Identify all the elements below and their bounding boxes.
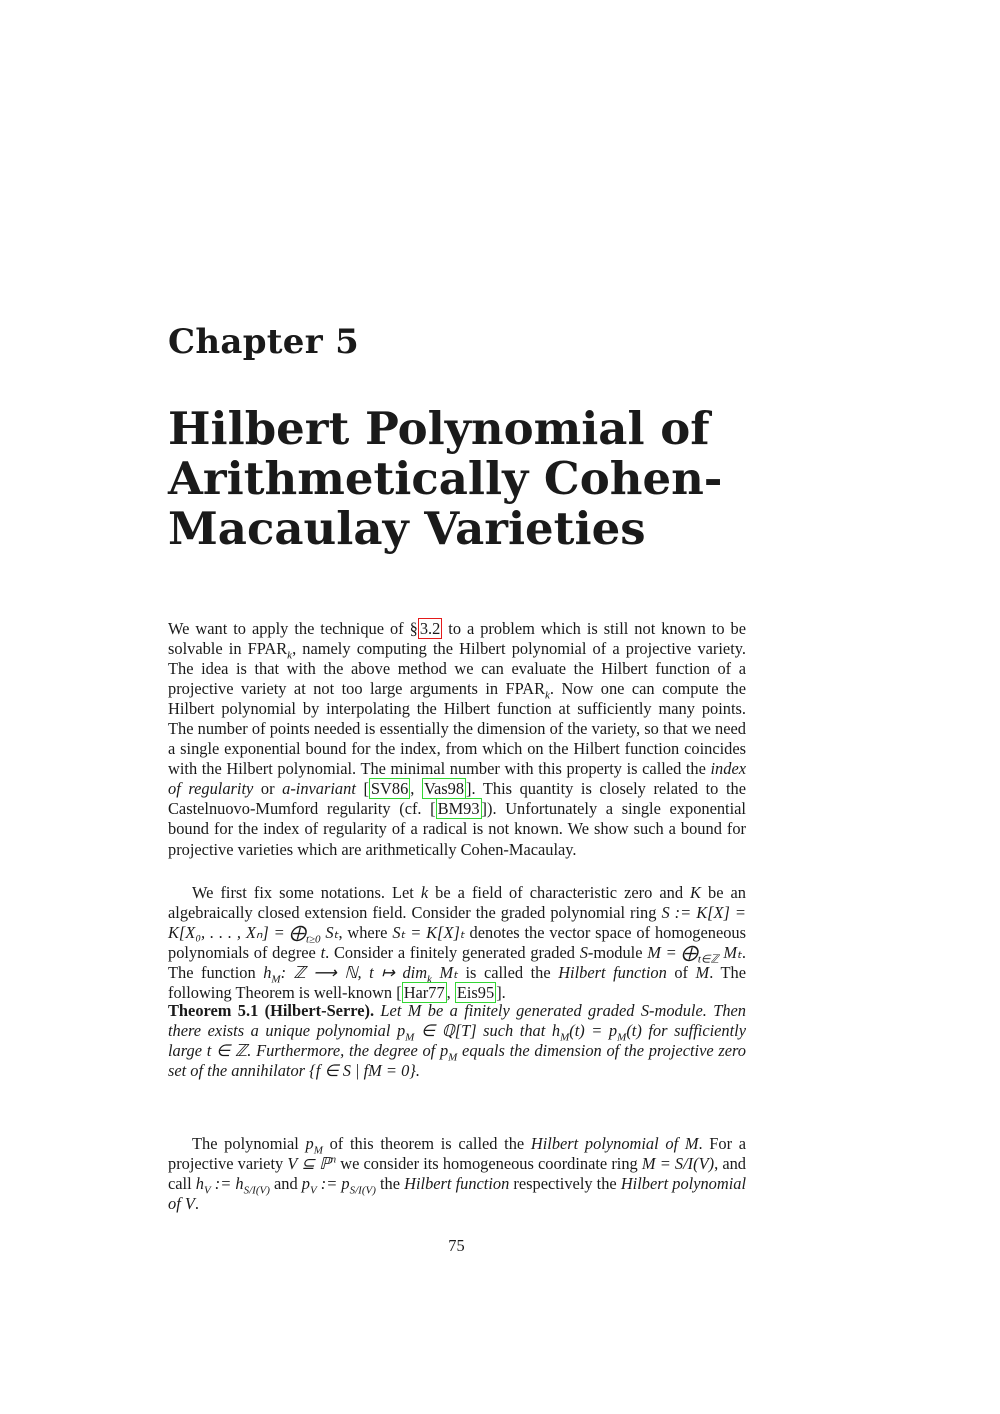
notation-paragraph: We first fix some notations. Let k be a field of characteristic zero and K be an algebraically closed extension field. Consider the graded polynomial ring S := K[X] = K[X₀, . . . , $X_n] = ⨁_{t\ge 0}$ Sₜ, where Sₜ = K[X]ₜ denotes the vector space of homogeneous polynomials of degree t. Consider a finitely generated graded S-module $M = ⨁_{t\in ℤ}$ Mₜ. The function $h_M$: ℤ ⟶ ℕ, t ↦ dim$_k$ Mₜ is called the Hilbert function of M. The following Theorem is well-known [ Har77 , Eis95 ].	[168, 883, 747, 1003]
citation-sv86-link[interactable]: SV86	[370, 779, 409, 799]
section-ref-link[interactable]: 3.2	[419, 619, 441, 638]
page-number: 75	[448, 1236, 465, 1255]
citation-eis95-link[interactable]: Eis95	[456, 983, 495, 1003]
theorem-block: Theorem 5.1 (Hilbert-Serre). Let M be a finitely generated graded S-module. Then there exists a unique polynomial $p_M$ ∈ ℚ[T] such that $h_M(t) = p_M(t)$ for sufficiently large t ∈ ℤ. Furthermore, the degree of $p_M$ equals the dimension of the projective zero set of the annihilator {f ∈ S | fM = 0}.	[168, 1001, 746, 1081]
chapter-label: Chapter 5	[168, 322, 360, 362]
intro-paragraph: We want to apply the technique of § 3.2 to a problem which is still not known to be solvable in $FPAR_k$, namely computing the Hilbert polynomial of a projective variety. The idea is that with the above method we can evaluate the Hilbert function of a projective variety at not too large arguments in $FPAR_k$. Now one can compute the Hilbert polynomial by interpolating the Hilbert function at sufficiently many points. The number of points needed is essentially the dimension of the variety, so that we need a single exponential bound for the index, from which on the Hilbert function coincides with the Hilbert polynomial. The minimal number with this property is called the index of regularity or a-invariant [ SV86 , Vas98 ]. This quantity is closely related to the Castelnuovo-Mumford regularity (cf. [ BM93 ]). Unfortunately a single exponential bound for the index of regularity of a radical is not known. We show such a bound for projective varieties which are arithmetically Cohen-Macaulay.	[168, 619, 746, 859]
chapter-title-line: Hilbert Polynomial of	[168, 402, 710, 455]
chapter-title-line: Macaulay Varieties	[168, 502, 646, 555]
definition-paragraph: The polynomial $p_M$ of this theorem is called the Hilbert polynomial of M. For a projective variety V ⊆ ℙ$^n$ we consider its homogeneous coordinate ring M = S/I(V), and call $h_V$ := $h_{S/I(V)}$ and $p_V$ := $p_{S/I(V)}$ the Hilbert function respectively the Hilbert polynomial of V.	[168, 1134, 747, 1214]
chapter-title-line: Arithmetically Cohen-	[168, 452, 723, 505]
chapter-title	[168, 404, 768, 554]
citation-vas98-link[interactable]: Vas98	[423, 779, 465, 799]
theorem-label: Theorem 5.1 (Hilbert-Serre).	[168, 1001, 375, 1020]
citation-har77-link[interactable]: Har77	[403, 983, 445, 1003]
citation-bm93-link[interactable]: BM93	[437, 799, 480, 819]
